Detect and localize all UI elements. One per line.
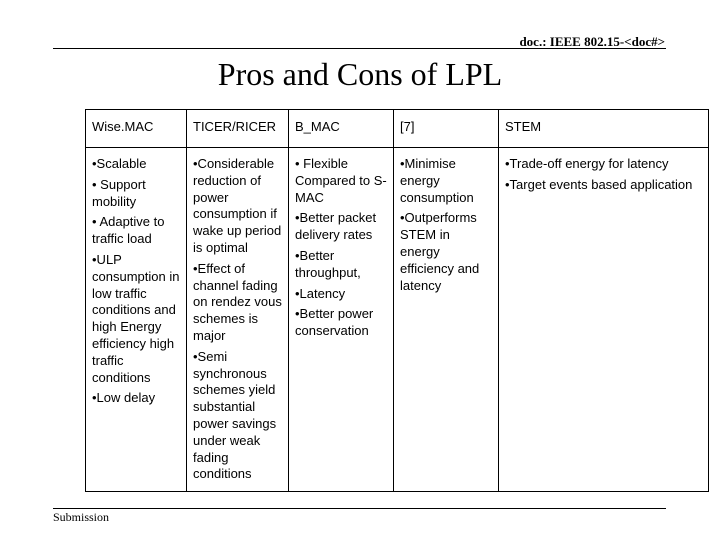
document-reference: doc.: IEEE 802.15-<doc#> <box>519 34 665 49</box>
list-item: •Scalable <box>92 156 147 171</box>
table-row <box>86 148 709 492</box>
column-header: STEM <box>499 110 709 148</box>
comparison-table <box>85 109 709 492</box>
list-item: •Target events based application <box>505 176 693 192</box>
footer-rule <box>53 508 666 509</box>
list-item: •Better throughput, <box>295 247 361 280</box>
list-item: •Latency <box>295 285 346 301</box>
list-item: •Low delay <box>92 390 156 406</box>
table-cell-ticer-ricer <box>187 148 289 492</box>
list-item: • Support mobility <box>92 176 146 209</box>
slide-title: Pros and Cons of LPL <box>217 56 503 92</box>
column-header: [7] <box>394 110 499 148</box>
table-cell-stem <box>499 148 709 492</box>
list-item: •Better packet delivery rates <box>295 210 377 243</box>
table-header-row <box>86 110 709 148</box>
footer-label: Submission <box>53 510 110 524</box>
list-item: •Outperforms STEM in energy efficiency and latency <box>400 210 480 293</box>
list-item: •Minimise energy consumption <box>400 156 474 205</box>
table-cell-b-mac <box>289 148 394 492</box>
list-item: •Trade-off energy for latency <box>505 156 669 171</box>
list-item: •Better power conservation <box>295 306 374 339</box>
list-item: • Flexible Compared to S-MAC <box>295 156 387 205</box>
list-item: •Semi synchronous schemes yield substantial power savings under weak fading conditions <box>193 348 277 482</box>
table-cell-ref-7 <box>394 148 499 492</box>
column-header: Wise.MAC <box>86 110 187 148</box>
table-cell-wisemac <box>86 148 187 492</box>
list-item: •ULP consumption in low traffic conditions and high Energy efficiency high traffic conditions <box>92 251 180 385</box>
column-header: B_MAC <box>289 110 394 148</box>
list-item: • Adaptive to traffic load <box>92 214 165 247</box>
list-item: •Effect of channel fading on rendez vous schemes is major <box>193 260 282 343</box>
column-header: TICER/RICER <box>187 110 289 148</box>
header-rule <box>53 48 666 49</box>
list-item: •Considerable reduction of power consumption if wake up period is optimal <box>193 156 282 255</box>
